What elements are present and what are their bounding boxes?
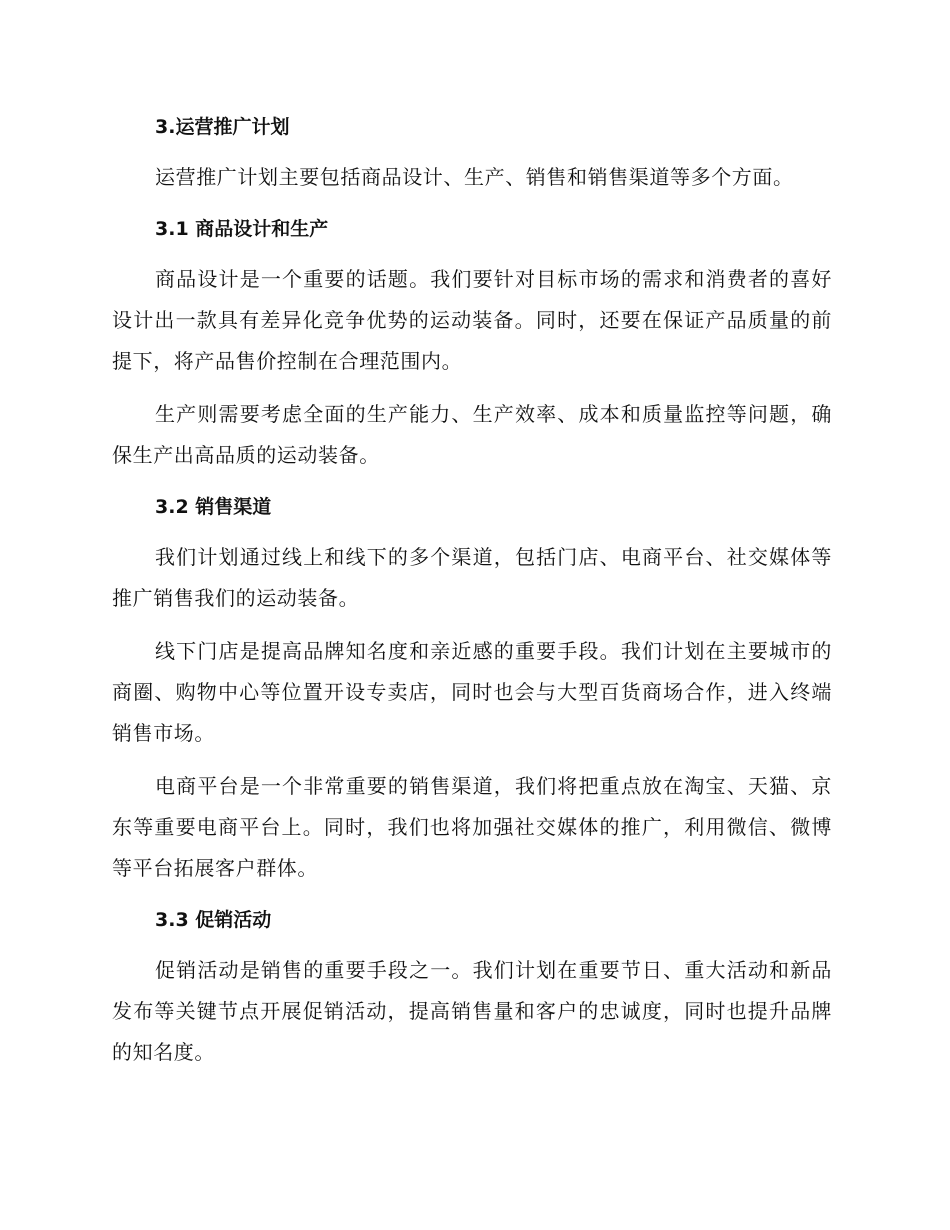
paragraph: 线下门店是提高品牌知名度和亲近感的重要手段。我们计划在主要城市的商圈、购物中心等位置开设专卖店，同时也会与大型百货商场合作，进入终端销售市场。 <box>112 639 832 745</box>
paragraph: 生产则需要考虑全面的生产能力、生产效率、成本和质量监控等问题，确保生产出高品质的运动装备。 <box>112 402 832 467</box>
paragraph: 促销活动是销售的重要手段之一。我们计划在重要节日、重大活动和新品发布等关键节点开展促销活动，提高销售量和客户的忠诚度，同时也提升品牌的知名度。 <box>112 958 832 1064</box>
paragraph: 商品设计是一个重要的话题。我们要针对目标市场的需求和消费者的喜好设计出一款具有差异化竞争优势的运动装备。同时，还要在保证产品质量的前提下，将产品售价控制在合理范围内。 <box>112 267 832 373</box>
section-heading-3-1: 3.1 商品设计和生产 <box>155 218 329 240</box>
paragraph: 电商平台是一个非常重要的销售渠道，我们将把重点放在淘宝、天猫、京东等重要电商平台上。同时，我们也将加强社交媒体的推广，利用微信、微博等平台拓展客户群体。 <box>112 774 832 880</box>
paragraph: 我们计划通过线上和线下的多个渠道，包括门店、电商平台、社交媒体等推广销售我们的运动装备。 <box>112 545 832 610</box>
section-3-intro: 运营推广计划主要包括商品设计、生产、销售和销售渠道等多个方面。 <box>155 165 794 189</box>
section-heading-3-3: 3.3 促销活动 <box>155 909 272 931</box>
document-body <box>112 108 832 1085</box>
section-heading-3-2: 3.2 销售渠道 <box>155 496 272 518</box>
section-heading-3: 3.运营推广计划 <box>155 116 290 138</box>
